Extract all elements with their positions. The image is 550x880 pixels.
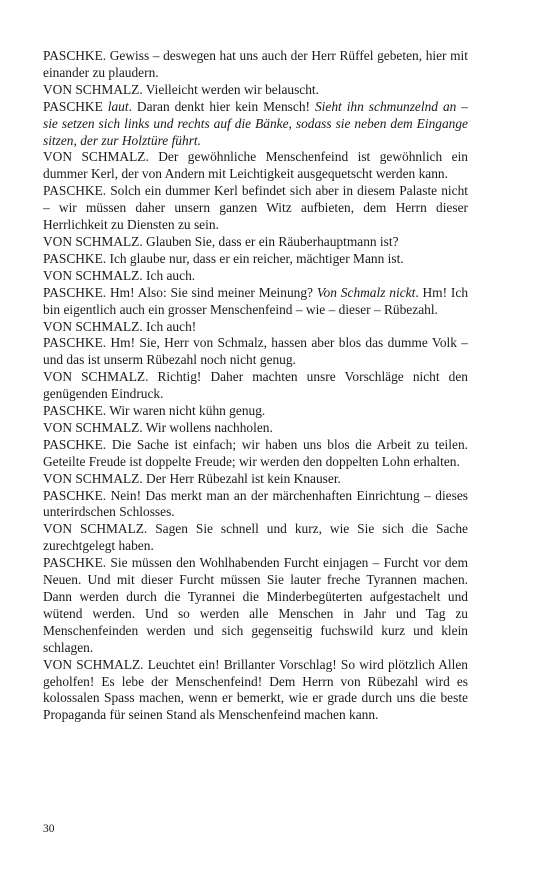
dialogue-paragraph	[43, 234, 468, 251]
stage-direction: Sieht ihn schmunzelnd an – sie setzen sich links und rechts auf die Bänke, sodass sie neben dem Eingange sitzen, der zur Holztüre führt.	[43, 98, 468, 148]
stage-direction: Von Schmalz nickt	[316, 284, 416, 300]
dialogue-text: VON SCHMALZ. Der gewöhnliche Menschenfeind ist gewöhnlich ein dummer Kerl, der von Andern mit Leichtigkeit ausgequetscht werden kann.	[43, 149, 468, 182]
dialogue-paragraph	[43, 48, 468, 82]
dialogue-text: . Daran denkt hier kein Mensch!	[128, 98, 315, 114]
dialogue-text: VON SCHMALZ. Der Herr Rübezahl ist kein Knauser.	[43, 470, 341, 486]
page-number: 30	[43, 823, 55, 835]
dialogue-paragraph	[43, 521, 468, 555]
dialogue-paragraph	[43, 403, 468, 420]
dialogue-text: VON SCHMALZ. Wir wollens nachholen.	[43, 419, 273, 435]
dialogue-text: PASCHKE. Sie müssen den Wohlhabenden Furcht einjagen – Furcht vor dem Neuen. Und mit dieser Furcht müssen Sie lauter freche Tyrannen machen. Dann werden durch die Tyrannei die Minderbegüterten aufgestachelt und wütend werden. Und so werden alle Menschen in Jahr und Tag zu Menschenfeinden werden und sich gegenseitig fuchswild kurz und klein schlagen.	[43, 555, 468, 655]
dialogue-text: VON SCHMALZ. Richtig! Daher machten unsre Vorschläge nicht den genügenden Eindruck.	[43, 369, 468, 402]
dialogue-text: PASCHKE. Solch ein dummer Kerl befindet sich aber in diesem Palaste nicht – wir müssen daher unsern ganzen Witz aufbieten, dem Herrn dieser Herrlichkeit zu Diensten zu sein.	[43, 183, 468, 233]
dialogue-paragraph	[43, 369, 468, 403]
dialogue-text: PASCHKE. Die Sache ist einfach; wir haben uns blos die Arbeit zu teilen. Geteilte Freude ist doppelte Freude; wir werden den doppelten Lohn erhalten.	[43, 436, 468, 469]
dialogue-paragraph	[43, 657, 468, 725]
dialogue-paragraph	[43, 82, 468, 99]
dialogue-paragraph	[43, 488, 468, 522]
dialogue-paragraph	[43, 183, 468, 234]
dialogue-paragraph	[43, 268, 468, 285]
dialogue-text: VON SCHMALZ. Leuchtet ein! Brillanter Vorschlag! So wird plötzlich Allen geholfen! Es lebe der Menschenfeind! Dem Herrn von Rübezahl wird es kolossalen Spass machen, wenn er bemerkt, wie er grade durch uns die beste Propaganda für seinen Stand als Menschenfeind machen kann.	[43, 656, 468, 723]
dialogue-paragraph	[43, 335, 468, 369]
dialogue-paragraph	[43, 99, 468, 150]
dialogue-paragraph	[43, 437, 468, 471]
dialogue-text: PASCHKE. Ich glaube nur, dass er ein reicher, mächtiger Mann ist.	[43, 250, 404, 266]
dialogue-paragraph	[43, 555, 468, 656]
dialogue-text: VON SCHMALZ. Sagen Sie schnell und kurz, wie Sie sich die Sache zurechtgelegt haben.	[43, 521, 468, 554]
dialogue-text: VON SCHMALZ. Ich auch!	[43, 318, 197, 334]
dialogue-text: PASCHKE	[43, 98, 108, 114]
dialogue-text: VON SCHMALZ. Glauben Sie, dass er ein Räuberhauptmann ist?	[43, 233, 399, 249]
dialogue-paragraph	[43, 420, 468, 437]
dialogue-text: PASCHKE. Gewiss – deswegen hat uns auch der Herr Rüffel gebeten, hier mit einander zu plaudern.	[43, 48, 468, 80]
stage-direction: laut	[107, 98, 129, 114]
play-text	[43, 48, 468, 724]
dialogue-text: PASCHKE. Nein! Das merkt man an der märchenhaften Einrichtung – dieses unterirdschen Schlosses.	[43, 487, 468, 520]
dialogue-paragraph	[43, 251, 468, 268]
dialogue-paragraph	[43, 149, 468, 183]
dialogue-paragraph	[43, 285, 468, 319]
dialogue-text: . Hm! Ich bin eigentlich auch ein grosser Menschenfeind – wie – dieser – Rübezahl.	[43, 284, 469, 317]
dialogue-text: VON SCHMALZ. Ich auch.	[43, 267, 196, 283]
dialogue-text: PASCHKE. Wir waren nicht kühn genug.	[43, 403, 266, 419]
dialogue-text: PASCHKE. Hm! Also: Sie sind meiner Meinung?	[43, 284, 317, 300]
dialogue-paragraph	[43, 319, 468, 336]
dialogue-text: VON SCHMALZ. Vielleicht werden wir belauscht.	[43, 81, 320, 97]
dialogue-text: PASCHKE. Hm! Sie, Herr von Schmalz, hassen aber blos das dumme Volk – und das ist unserm Rübezahl noch nicht genug.	[43, 335, 468, 368]
dialogue-paragraph	[43, 471, 468, 488]
